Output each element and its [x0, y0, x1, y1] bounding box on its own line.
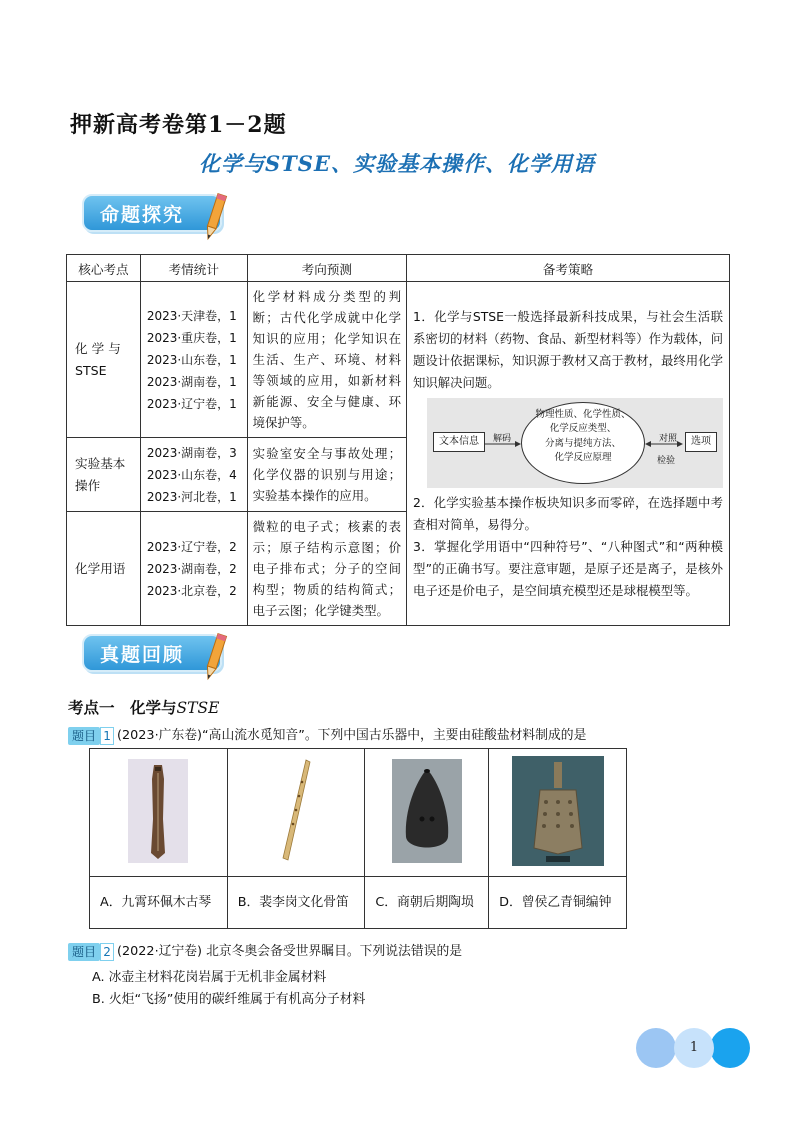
stat-item: 2023·天津卷，1	[146, 308, 237, 323]
section-badge-review	[82, 630, 232, 676]
strategy-cell	[406, 282, 729, 626]
pottery-xun-image	[392, 759, 462, 863]
prediction-cell: 化学材料成分类型的判断；古代化学成就中化学知识的应用；化学知识在生活、生产、环境、材料等领域的应用，如新材料新能源、安全与健康、环境保护等。	[247, 282, 406, 438]
question-tag: 题目	[68, 943, 100, 961]
option-image-cell	[365, 749, 489, 877]
flow-right-arrow-label-bottom: 检验	[656, 455, 675, 466]
stat-item: 2023·河北卷，1	[146, 489, 237, 504]
question-tag: 题目	[68, 727, 100, 745]
stat-item: 2023·重庆卷，1	[146, 330, 237, 345]
stat-item: 2023·湖南卷，2	[146, 561, 237, 576]
option-b-caption: B．裴李岗文化骨笛	[227, 877, 365, 929]
question-2	[68, 940, 462, 961]
pencil-icon	[200, 192, 230, 246]
stats-cell	[140, 512, 247, 626]
page-number: 1	[689, 1040, 699, 1055]
bone-flute-image	[276, 758, 316, 864]
core-point-cell: 化学用语	[67, 512, 141, 626]
stat-item: 2023·山东卷，1	[146, 352, 237, 367]
page-subtitle: 化学与STSE、实验基本操作、化学用语	[199, 151, 595, 176]
page-title: 押新高考卷第1－2题	[70, 112, 287, 138]
stat-item: 2023·山东卷，4	[146, 467, 237, 482]
flow-center-line: 物理性质、化学性质、	[535, 408, 631, 420]
prediction-cell: 微粒的电子式；核素的表示；原子结构示意图；价电子排布式；分子的空间构型；物质的结构简式；电子云图；化学键类型。	[247, 512, 406, 626]
table-row	[67, 282, 730, 438]
instrument-options-table	[89, 748, 627, 929]
arrow-double-icon	[645, 438, 683, 450]
option-image-cell	[489, 749, 627, 877]
prediction-cell: 实验室安全与事故处理；化学仪器的识别与用途；实验基本操作的应用。	[247, 438, 406, 512]
section-badge-label: 命题探究	[100, 204, 185, 226]
stat-item: 2023·湖南卷，1	[146, 374, 237, 389]
bronze-bell-image	[512, 756, 604, 866]
flow-center-line: 化学反应类型、	[549, 423, 617, 434]
flow-center-ellipse	[521, 402, 645, 484]
guqin-image	[128, 759, 188, 863]
core-point-cell: 化 学 与 STSE	[67, 282, 141, 438]
stat-item: 2023·辽宁卷，2	[146, 539, 237, 554]
strategy-p3: 3．掌握化学用语中“四种符号”、“八种图式”和“两种模型”的正确书写。要注意审题，是原子还是离子，是核外电子还是价电子，是空间填充模型还是球棍模型等。	[412, 538, 723, 598]
question-number: 1	[100, 727, 114, 745]
strategy-p1: 1．化学与STSE一般选择最新科技成果，与社会生活联系密切的材料（药物、食品、新型材料等）作为载体，问题设计依据课标，知识源于教材又高于教材，最终用化学知识解决问题。	[412, 308, 723, 390]
stat-item: 2023·湖南卷，3	[146, 445, 237, 460]
section-badge-label: 真题回顾	[100, 644, 185, 666]
question-number: 2	[100, 943, 114, 961]
decoding-flow-diagram	[427, 398, 723, 488]
core-point-cell: 实验基本操作	[67, 438, 141, 512]
flow-right-box: 选项	[685, 432, 717, 452]
question-text: (2023·广东卷)“高山流水觅知音”。下列中国古乐器中，主要由硅酸盐材料制成的是	[117, 728, 587, 743]
section-badge-explore	[82, 190, 232, 236]
strategy-p2: 2．化学实验基本操作板块知识多而零碎，在选择题中考查相对简单，易得分。	[412, 494, 723, 532]
table-header: 核心考点	[67, 255, 141, 282]
arrow-right-icon	[485, 440, 521, 448]
table-header: 考向预测	[247, 255, 406, 282]
stat-item: 2023·北京卷，2	[146, 583, 237, 598]
flow-left-box: 文本信息	[433, 432, 485, 452]
kaodian-stse: STSE	[176, 699, 220, 717]
option-c-caption: C．商朝后期陶埙	[365, 877, 489, 929]
option-a-caption: A．九霄环佩木古琴	[90, 877, 228, 929]
option-image-cell	[90, 749, 228, 877]
flow-center-line: 分离与提纯方法、	[544, 437, 621, 449]
kaodian-prefix: 考点一 化学与	[68, 699, 177, 717]
flow-right-arrow-label-top: 对照	[658, 433, 677, 444]
stats-cell	[140, 438, 247, 512]
question-2-option-b: B. 火炬“飞扬”使用的碳纤维属于有机高分子材料	[92, 992, 366, 1007]
flow-center-line: 化学反应原理	[554, 452, 612, 463]
kaodian-heading	[68, 696, 219, 718]
pencil-icon	[200, 632, 230, 686]
question-text: (2022·辽宁卷) 北京冬奥会备受世界瞩目。下列说法错误的是	[117, 944, 463, 959]
exam-analysis-table	[66, 254, 730, 626]
option-d-caption: D．曾侯乙青铜编钟	[489, 877, 627, 929]
flow-left-arrow-label: 解码	[492, 433, 511, 444]
stat-item: 2023·辽宁卷，1	[146, 396, 237, 411]
table-header: 备考策略	[406, 255, 729, 282]
table-header-row	[67, 255, 730, 282]
question-1	[68, 724, 586, 745]
option-image-cell	[227, 749, 365, 877]
table-header: 考情统计	[140, 255, 247, 282]
stats-cell	[140, 282, 247, 438]
page-number-indicator	[636, 1028, 752, 1068]
question-2-option-a: A. 冰壶主材料花岗岩属于无机非金属材料	[92, 970, 327, 985]
